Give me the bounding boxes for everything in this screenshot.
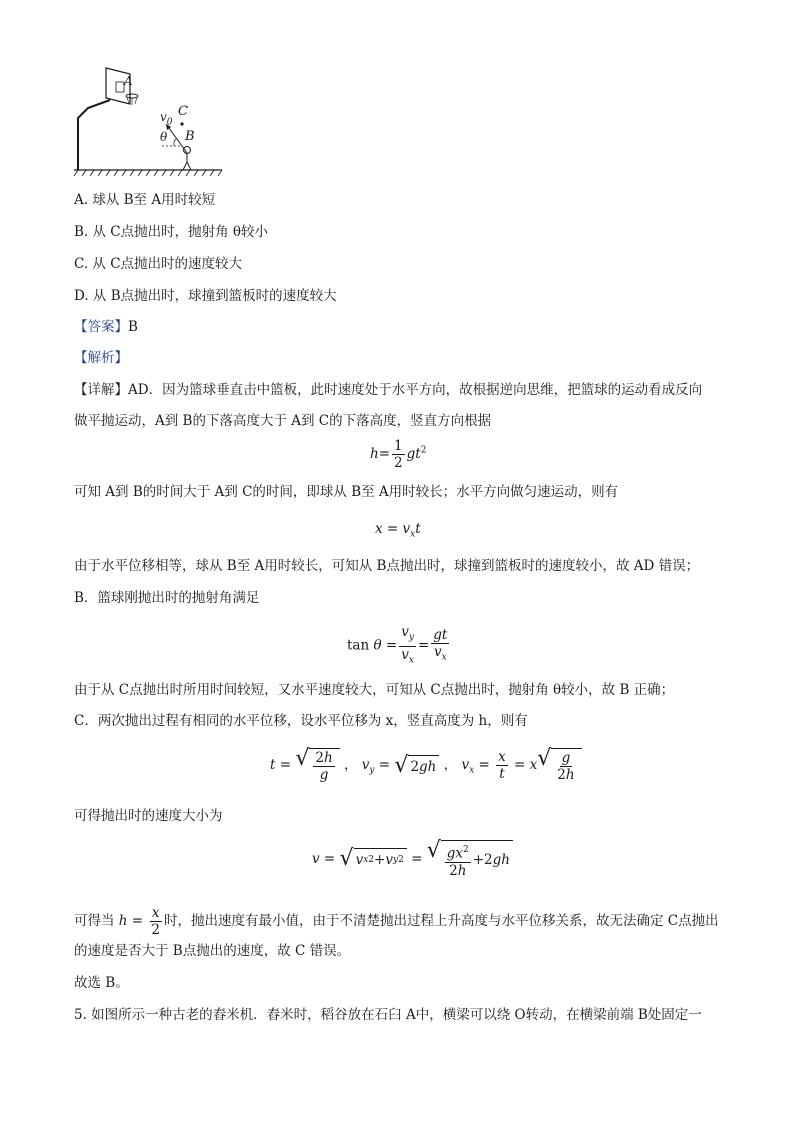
option-d: D. 从 B点抛出时，球撞到篮板时的速度较大 <box>74 288 337 304</box>
basketball-diagram <box>70 60 230 185</box>
detail-p1: 【详解】AD．因为篮球垂直击中篮板，此时速度处于水平方向，故根据逆向思维，把篮球的运动看成反向 <box>74 382 703 398</box>
detail-p8: 可得抛出时的速度大小为 <box>74 808 223 824</box>
detail-p4: 由于水平位移相等，球从 B至 A用时较长，可知从 B点抛出时，球撞到篮板时的速度较小，故 AD 错误； <box>74 558 700 574</box>
formula-t-vy-vx: t = √ $\frac{2h}{g}$ ， $v_y$ = √ 2 gh ， $v_x$ = $\frac{x}{t}$ = x √ $\frac{g}{2h}$ <box>270 748 582 783</box>
detail-p7: C．两次抛出过程有相同的水平位移，设水平位移为 x，竖直高度为 h，则有 <box>74 713 528 729</box>
figure-label-theta: θ <box>160 130 168 144</box>
detail-p2: 做平抛运动，A到 B的下落高度大于 A到 C的下落高度，竖直方向根据 <box>74 413 492 429</box>
option-c: C. 从 C点抛出时的速度较大 <box>74 256 243 272</box>
option-a: A. 球从 B至 A用时较短 <box>74 192 216 208</box>
formula-h: h= $\frac{1}{2}$ $gt^2$ <box>370 438 427 471</box>
analysis-title: 【解析】 <box>74 350 128 366</box>
detail-p3: 可知 A到 B的时间大于 A到 C的时间，即球从 B至 A用时较长；水平方向做匀速运动，则有 <box>74 484 619 500</box>
answer-tag: 【答案】 <box>74 319 128 335</box>
detail-p10: 的速度是否大于 B点抛出的速度，故 C 错误。 <box>74 943 351 959</box>
next-question: 5. 如图所示一种古老的舂米机．舂米时，稻谷放在石臼 A中，横梁可以绕 O转动，在横梁前端 B处固定一 <box>74 1007 702 1023</box>
answer-value: B <box>128 319 138 335</box>
answer <box>74 317 138 337</box>
detail-p5: B．篮球刚抛出时的抛射角满足 <box>74 590 260 606</box>
figure-label-c: C <box>178 104 188 119</box>
formula-x: $x = v_xt$ <box>375 521 421 540</box>
detail-tag: 【详解】 <box>74 382 128 398</box>
detail-p6: 由于从 C点抛出时所用时间较短，又水平速度较大，可知从 C点抛出时，抛射角 θ较小，故 B 正确； <box>74 682 675 698</box>
option-b: B. 从 C点抛出时，抛射角 θ较小 <box>74 224 269 240</box>
detail-p11: 故选 B。 <box>74 975 129 991</box>
figure-label-v0: $v_0$ <box>160 110 173 128</box>
figure-label-a: A <box>124 74 133 88</box>
formula-v: v = √ v x 2 + v y 2 = √ $\frac{gx^2}{2h}$ +2 gh <box>312 840 513 879</box>
formula-tan: tan θ = $\frac{v_y}{v_x}$ = $\frac{gt}{v_x}$ <box>347 624 448 666</box>
detail-p9: 可得当 h = $\frac{x}{2}$ 时，抛出速度有最小值，由于不清楚抛出过程上升高度与水平位移关系，故无法确定 C点抛出 <box>74 905 719 938</box>
figure-label-b: B <box>185 129 195 144</box>
